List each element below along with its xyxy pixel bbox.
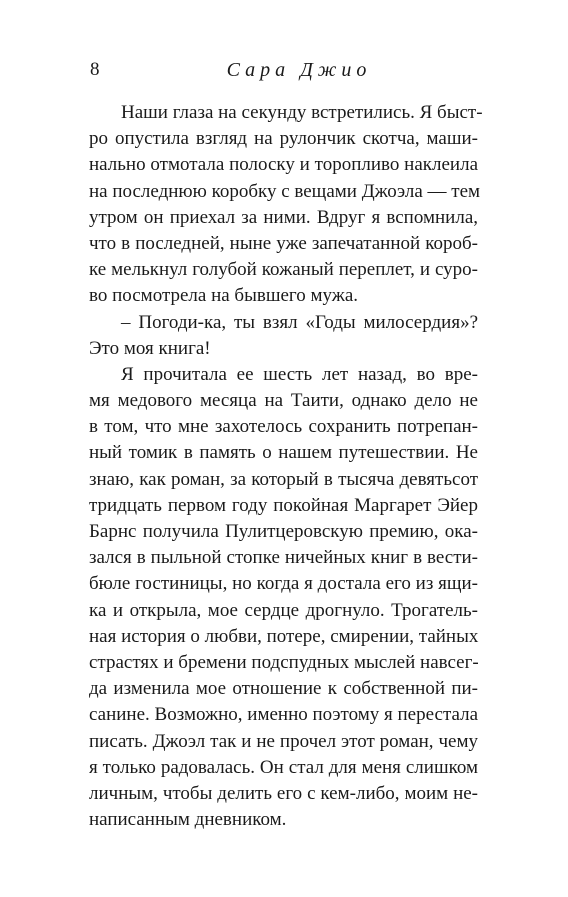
text-line: что в последней, ныне уже запечатанной короб- [89,232,478,254]
text-line: нально отмотала полоску и торопливо наклеила [89,154,478,176]
paragraph [89,100,483,310]
text-line: ный томик в память о нашем путешествии. Не [89,442,478,464]
text-line: писать. Джоэл так и не прочел этот роман, чему [89,730,478,752]
running-head [90,58,478,82]
text-line: – Погоди-ка, ты взял «Годы милосердия»? [121,311,478,333]
text-line: ке мелькнул голубой кожаный переплет, и суро- [89,259,478,281]
text-line: Наши глаза на секунду встретились. Я быст- [121,102,483,123]
text-line: ро опустила взгляд на рулончик скотча, маши- [89,128,478,150]
text-line: санине. Возможно, именно поэтому я перестала [89,704,478,726]
text-line: во посмотрела на бывшего мужа. [89,285,359,307]
text-line: ная история о любви, потере, смирении, тайных [89,625,479,647]
paragraph [89,362,478,833]
text-line: зался в пыльной стопке ничейных книг в вести- [89,547,478,569]
text-line: Это моя книга! [89,337,211,359]
text-line: в том, что мне захотелось сохранить потрепан- [89,416,478,438]
text-line: Барнс получила Пулитцеровскую премию, ока- [89,521,478,542]
text-line: мя медового месяца на Таити, однако дело не [89,390,478,412]
text-line: написанным дневником. [89,809,287,831]
text-line: бюле гостиницы, но когда я достала его из ящи- [89,573,478,595]
text-line: тридцать первом году покойная Маргарет Эйер [89,494,478,516]
text-line: да изменила мое отношение к собственной пи- [89,678,478,700]
paragraph [89,310,478,362]
text-line: на последнюю коробку с вещами Джоэла — тем [89,180,481,202]
text-line: личным, чтобы делить его с кем-либо, моим не- [89,782,478,804]
page-number: 8 [90,59,100,80]
text-line: знаю, как роман, за который в тысяча девятьсот [89,468,478,490]
text-line: Я прочитала ее шесть лет назад, во вре- [121,363,478,385]
text-line: ка и открыла, мое сердце дрогнуло. Трогатель- [89,599,478,621]
text-line: страстях и бремени подспудных мыслей навсег- [89,651,479,673]
text-line: я только радовалась. Он стал для меня слишком [89,756,478,778]
running-head-author: Сара Джио [226,59,372,81]
text-line: утром он приехал за ними. Вдруг я вспомнила, [89,206,478,228]
body-text [89,100,483,833]
